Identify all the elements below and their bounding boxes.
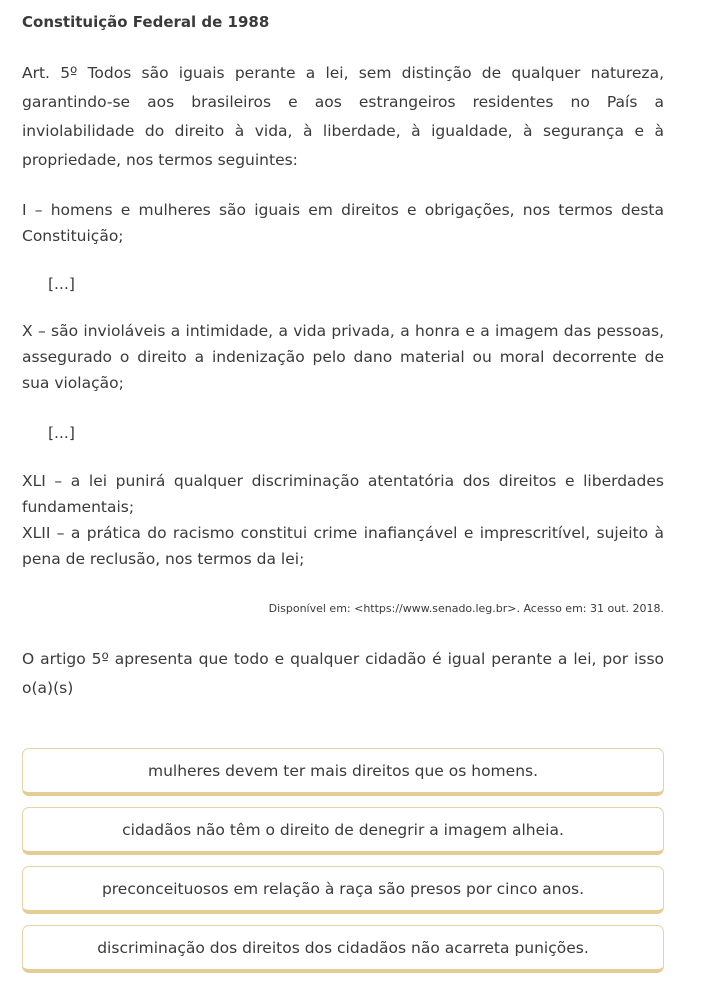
item-i: I – homens e mulheres são iguais em direitos e obrigações, nos termos desta Constituição; [22, 201, 664, 245]
document-title: Constituição Federal de 1988 [22, 13, 270, 31]
item-x: X – são invioláveis a intimidade, a vida privada, a honra e a imagem das pessoas, assegurado o direito a indenização pelo dano material ou moral decorrente de sua violação; [22, 322, 664, 392]
answer-option-c[interactable]: preconceituosos em relação à raça são presos por cinco anos. [22, 866, 664, 914]
answer-option-b[interactable]: cidadãos não têm o direito de denegrir a imagem alheia. [22, 807, 664, 855]
question-stem: O artigo 5º apresenta que todo e qualquer cidadão é igual perante a lei, por isso o(a)(s) [22, 650, 664, 697]
article-5-caput: Art. 5º Todos são iguais perante a lei, sem distinção de qualquer natureza, garantindo-se aos brasileiros e aos estrangeiros residentes no País a inviolabilidade do direito à vida, à liberdade, à igualdade, à segurança e à propriedade, nos termos seguintes: [22, 64, 664, 169]
answer-option-d[interactable]: discriminação dos direitos dos cidadãos não acarreta punições. [22, 925, 664, 973]
answer-options [22, 748, 664, 984]
ellipsis-1: [...] [48, 275, 75, 293]
item-xli: XLI – a lei punirá qualquer discriminação atentatória dos direitos e liberdades fundamentais; [22, 472, 664, 516]
ellipsis-2: [...] [48, 424, 75, 442]
item-xlii: XLII – a prática do racismo constitui crime inafiançável e imprescritível, sujeito à pena de reclusão, nos termos da lei; [22, 524, 664, 568]
answer-option-a[interactable]: mulheres devem ter mais direitos que os homens. [22, 748, 664, 796]
source-citation: Disponível em: <https://www.senado.leg.br>. Acesso em: 31 out. 2018. [268, 602, 664, 615]
